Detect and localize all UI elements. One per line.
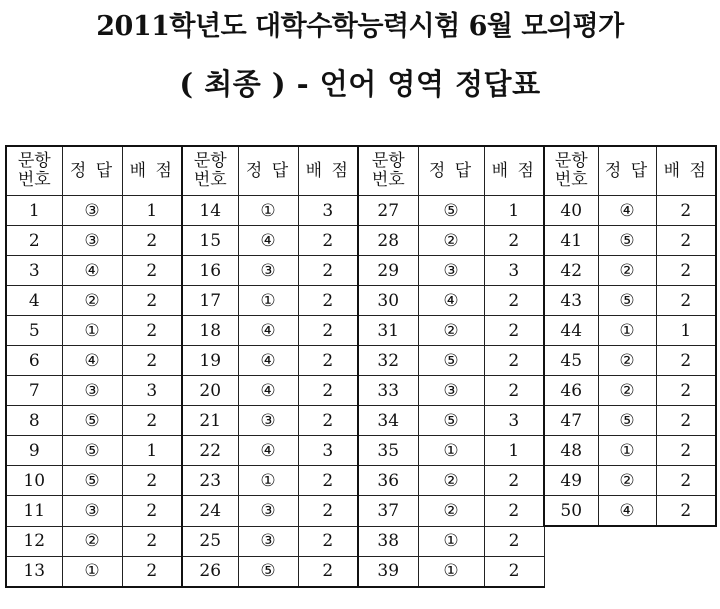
question-number-cell: 34 xyxy=(358,406,418,436)
score-cell: 2 xyxy=(122,526,182,556)
question-number-cell: 36 xyxy=(358,466,418,496)
score-cell: 2 xyxy=(656,226,716,256)
answer-cell: ④ xyxy=(238,376,298,406)
score-cell: 2 xyxy=(298,256,358,286)
answer-cell: ① xyxy=(62,316,122,346)
answer-cell: ⑤ xyxy=(418,196,484,226)
question-number-cell: 3 xyxy=(6,256,62,286)
score-cell: 2 xyxy=(298,316,358,346)
score-cell: 1 xyxy=(122,436,182,466)
table-row xyxy=(6,526,716,556)
header-answer: 정 답 xyxy=(598,146,656,196)
table-row xyxy=(6,496,716,527)
header-number-line1: 문항 xyxy=(554,151,588,171)
score-cell: 2 xyxy=(298,226,358,256)
answer-cell: ② xyxy=(598,376,656,406)
question-number-cell: 1 xyxy=(6,196,62,226)
answer-cell: ② xyxy=(418,226,484,256)
score-cell: 2 xyxy=(122,256,182,286)
table-row xyxy=(6,226,716,256)
answer-cell: ① xyxy=(238,196,298,226)
score-cell: 2 xyxy=(484,286,544,316)
answer-cell: ④ xyxy=(62,346,122,376)
question-number-cell: 6 xyxy=(6,346,62,376)
table-body xyxy=(6,196,716,587)
answer-cell: ③ xyxy=(238,256,298,286)
header-score: 배 점 xyxy=(656,146,716,196)
question-number-cell: 48 xyxy=(544,436,598,466)
answer-cell: ① xyxy=(418,526,484,556)
question-number-cell: 42 xyxy=(544,256,598,286)
empty-cell xyxy=(598,526,656,556)
answer-cell: ④ xyxy=(238,436,298,466)
header-row xyxy=(6,146,716,196)
score-cell: 2 xyxy=(484,346,544,376)
answer-cell: ① xyxy=(238,286,298,316)
question-number-cell: 14 xyxy=(182,196,238,226)
header-number-line2: 번호 xyxy=(193,170,227,190)
question-number-cell: 11 xyxy=(6,496,62,527)
header-number-line1: 문항 xyxy=(371,151,405,171)
empty-cell xyxy=(656,556,716,587)
score-cell: 1 xyxy=(656,316,716,346)
table-row xyxy=(6,316,716,346)
question-number-cell: 29 xyxy=(358,256,418,286)
score-cell: 2 xyxy=(298,286,358,316)
question-number-cell: 35 xyxy=(358,436,418,466)
score-cell: 2 xyxy=(484,466,544,496)
score-cell: 2 xyxy=(122,406,182,436)
answer-cell: ③ xyxy=(238,526,298,556)
table-row xyxy=(6,256,716,286)
score-cell: 3 xyxy=(122,376,182,406)
answer-cell: ① xyxy=(238,466,298,496)
score-cell: 2 xyxy=(656,256,716,286)
header-question-number xyxy=(182,146,238,196)
answer-cell: ④ xyxy=(62,256,122,286)
question-number-cell: 28 xyxy=(358,226,418,256)
header-score: 배 점 xyxy=(298,146,358,196)
answer-cell: ② xyxy=(62,526,122,556)
question-number-cell: 47 xyxy=(544,406,598,436)
question-number-cell: 25 xyxy=(182,526,238,556)
score-cell: 3 xyxy=(298,436,358,466)
answer-cell: ④ xyxy=(598,496,656,527)
score-cell: 2 xyxy=(298,556,358,587)
question-number-cell: 50 xyxy=(544,496,598,527)
table-row xyxy=(6,466,716,496)
page-title: 2011학년도 대학수학능력시험 6월 모의평가 xyxy=(96,11,624,42)
score-cell: 2 xyxy=(484,316,544,346)
score-cell: 2 xyxy=(298,466,358,496)
question-number-cell: 10 xyxy=(6,466,62,496)
question-number-cell: 21 xyxy=(182,406,238,436)
answer-cell: ⑤ xyxy=(418,346,484,376)
question-number-cell: 30 xyxy=(358,286,418,316)
answer-cell: ② xyxy=(418,316,484,346)
question-number-cell: 20 xyxy=(182,376,238,406)
score-cell: 2 xyxy=(122,346,182,376)
answer-cell: ④ xyxy=(418,286,484,316)
answer-cell: ② xyxy=(598,346,656,376)
header-number-line1: 문항 xyxy=(193,151,227,171)
answer-cell: ③ xyxy=(62,196,122,226)
score-cell: 2 xyxy=(122,556,182,587)
question-number-cell: 46 xyxy=(544,376,598,406)
score-cell: 2 xyxy=(656,496,716,527)
question-number-cell: 39 xyxy=(358,556,418,587)
question-number-cell: 17 xyxy=(182,286,238,316)
empty-cell xyxy=(598,556,656,587)
score-cell: 2 xyxy=(484,376,544,406)
answer-cell: ① xyxy=(598,316,656,346)
question-number-cell: 37 xyxy=(358,496,418,527)
header-question-number xyxy=(358,146,418,196)
question-number-cell: 32 xyxy=(358,346,418,376)
score-cell: 2 xyxy=(484,496,544,527)
question-number-cell: 13 xyxy=(6,556,62,587)
score-cell: 2 xyxy=(298,526,358,556)
question-number-cell: 24 xyxy=(182,496,238,527)
answer-cell: ③ xyxy=(418,376,484,406)
answer-cell: ② xyxy=(62,286,122,316)
score-cell: 2 xyxy=(656,286,716,316)
score-cell: 2 xyxy=(484,556,544,587)
question-number-cell: 33 xyxy=(358,376,418,406)
answer-cell: ⑤ xyxy=(238,556,298,587)
question-number-cell: 5 xyxy=(6,316,62,346)
header-answer: 정 답 xyxy=(238,146,298,196)
score-cell: 2 xyxy=(298,376,358,406)
score-cell: 2 xyxy=(298,406,358,436)
question-number-cell: 45 xyxy=(544,346,598,376)
answer-cell: ⑤ xyxy=(598,226,656,256)
question-number-cell: 23 xyxy=(182,466,238,496)
header-number-line2: 번호 xyxy=(17,170,51,190)
answer-cell: ⑤ xyxy=(62,466,122,496)
answer-cell: ② xyxy=(418,466,484,496)
score-cell: 2 xyxy=(656,406,716,436)
score-cell: 2 xyxy=(656,466,716,496)
score-cell: 2 xyxy=(656,346,716,376)
score-cell: 2 xyxy=(656,376,716,406)
header-number-line1: 문항 xyxy=(17,151,51,171)
question-number-cell: 41 xyxy=(544,226,598,256)
question-number-cell: 43 xyxy=(544,286,598,316)
answer-cell: ③ xyxy=(62,226,122,256)
table-row xyxy=(6,286,716,316)
question-number-cell: 22 xyxy=(182,436,238,466)
score-cell: 2 xyxy=(122,496,182,527)
header-answer: 정 답 xyxy=(62,146,122,196)
answer-cell: ③ xyxy=(418,256,484,286)
question-number-cell: 15 xyxy=(182,226,238,256)
header-question-number xyxy=(544,146,598,196)
question-number-cell: 26 xyxy=(182,556,238,587)
answer-cell: ⑤ xyxy=(598,286,656,316)
score-cell: 2 xyxy=(122,286,182,316)
page-subtitle: ( 최종 ) - 언어 영역 정답표 xyxy=(179,67,541,101)
answer-cell: ② xyxy=(598,256,656,286)
answer-cell: ① xyxy=(418,436,484,466)
score-cell: 2 xyxy=(484,526,544,556)
score-cell: 2 xyxy=(122,466,182,496)
question-number-cell: 9 xyxy=(6,436,62,466)
empty-cell xyxy=(544,556,598,587)
empty-cell xyxy=(544,526,598,556)
question-number-cell: 49 xyxy=(544,466,598,496)
table-row xyxy=(6,406,716,436)
answer-cell: ⑤ xyxy=(598,406,656,436)
question-number-cell: 8 xyxy=(6,406,62,436)
empty-cell xyxy=(656,526,716,556)
question-number-cell: 4 xyxy=(6,286,62,316)
answer-cell: ④ xyxy=(238,346,298,376)
answer-cell: ⑤ xyxy=(62,406,122,436)
answer-cell: ③ xyxy=(62,496,122,527)
score-cell: 3 xyxy=(484,256,544,286)
question-number-cell: 18 xyxy=(182,316,238,346)
question-number-cell: 19 xyxy=(182,346,238,376)
header-question-number xyxy=(6,146,62,196)
score-cell: 2 xyxy=(656,436,716,466)
answer-cell: ③ xyxy=(238,406,298,436)
score-cell: 2 xyxy=(122,226,182,256)
score-cell: 3 xyxy=(484,406,544,436)
score-cell: 2 xyxy=(298,496,358,527)
answer-cell: ① xyxy=(62,556,122,587)
table-row xyxy=(6,346,716,376)
table-row xyxy=(6,196,716,226)
answer-cell: ② xyxy=(598,466,656,496)
answer-key-table xyxy=(5,145,717,588)
question-number-cell: 31 xyxy=(358,316,418,346)
table-row xyxy=(6,556,716,587)
score-cell: 2 xyxy=(484,226,544,256)
answer-cell: ② xyxy=(418,496,484,527)
header-number-line2: 번호 xyxy=(371,170,405,190)
question-number-cell: 44 xyxy=(544,316,598,346)
answer-cell: ④ xyxy=(238,226,298,256)
answer-cell: ③ xyxy=(238,496,298,527)
header-score: 배 점 xyxy=(122,146,182,196)
header-number-line2: 번호 xyxy=(554,170,588,190)
header-score: 배 점 xyxy=(484,146,544,196)
answer-cell: ④ xyxy=(598,196,656,226)
answer-cell: ⑤ xyxy=(62,436,122,466)
score-cell: 2 xyxy=(298,346,358,376)
score-cell: 1 xyxy=(484,196,544,226)
question-number-cell: 40 xyxy=(544,196,598,226)
table-row xyxy=(6,376,716,406)
question-number-cell: 16 xyxy=(182,256,238,286)
answer-cell: ① xyxy=(598,436,656,466)
answer-cell: ① xyxy=(418,556,484,587)
score-cell: 1 xyxy=(484,436,544,466)
score-cell: 3 xyxy=(298,196,358,226)
score-cell: 1 xyxy=(122,196,182,226)
answer-cell: ③ xyxy=(62,376,122,406)
table-row xyxy=(6,436,716,466)
answer-cell: ⑤ xyxy=(418,406,484,436)
score-cell: 2 xyxy=(122,316,182,346)
question-number-cell: 12 xyxy=(6,526,62,556)
answer-cell: ④ xyxy=(238,316,298,346)
header-answer: 정 답 xyxy=(418,146,484,196)
score-cell: 2 xyxy=(656,196,716,226)
question-number-cell: 27 xyxy=(358,196,418,226)
question-number-cell: 38 xyxy=(358,526,418,556)
question-number-cell: 2 xyxy=(6,226,62,256)
question-number-cell: 7 xyxy=(6,376,62,406)
